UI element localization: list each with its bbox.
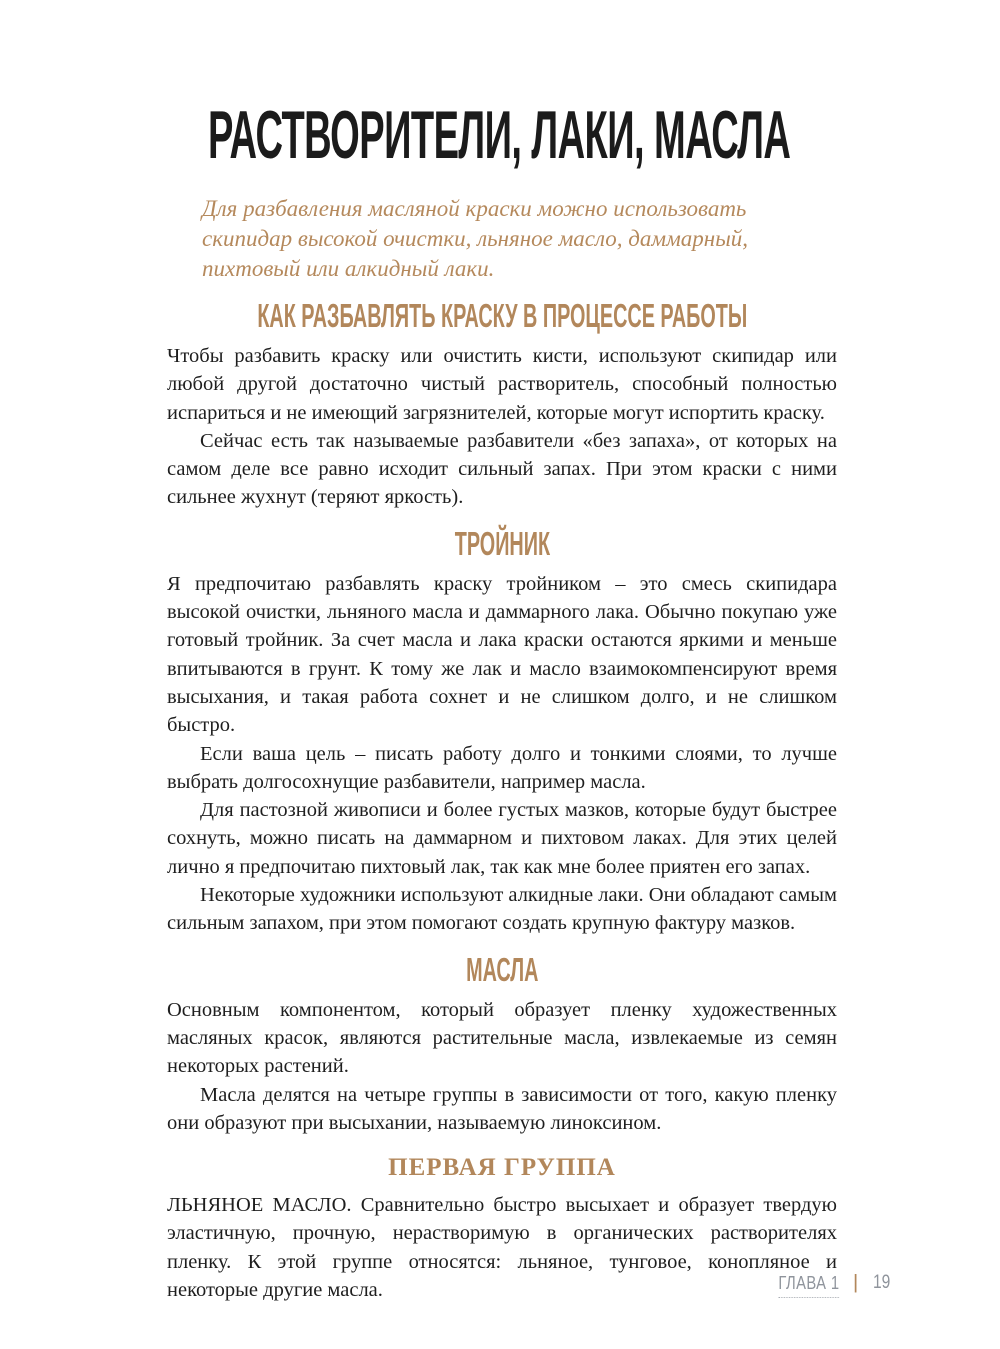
- subsection-heading-first-group: ПЕРВАЯ ГРУППА: [388, 1154, 616, 1182]
- section-heading-wrap: [167, 952, 837, 988]
- page-footer: [765, 1272, 894, 1298]
- body-paragraph: Сейчас есть так называемые разбавители «без запаха», от которых на самом деле все равно исходит сильный запах. При этом краски с ними сильнее жухнут (теряют яркость).: [167, 429, 837, 509]
- page-content: [167, 0, 837, 1304]
- body-paragraph: Некоторые художники используют алкидные лаки. Они обладают самым сильным запахом, при этом помогают создать крупную фактуру мазков.: [167, 884, 837, 935]
- section-heading-troynik: ТРОЙНИК: [454, 524, 550, 562]
- section-heading-diluting: КАК РАЗБАВЛЯТЬ КРАСКУ В ПРОЦЕССЕ РАБОТЫ: [257, 297, 747, 334]
- lead-paragraph: Для разбавления масляной краски можно использовать скипидар высокой очистки, льняное масло, даммарный, пихтовый или алкидный лаки.: [202, 196, 749, 281]
- footer-page-number: 19: [872, 1272, 891, 1293]
- body-paragraph: Основным компонентом, который образует пленку художественных масляных красок, являются растительные масла, извлекаемые из семян некоторых растений.: [167, 998, 837, 1078]
- body-paragraph: Для пастозной живописи и более густых мазков, которые будут быстрее сохнуть, можно писать на даммарном и пихтовом лаках. Для этих целей лично я предпочитаю пихтовый лак, так как мне более приятен его запах.: [167, 799, 837, 878]
- body-paragraph: Чтобы разбавить краску или очистить кисти, используют скипидар или любой другой достаточно чистый растворитель, способный полностью испариться и не имеющий загрязнителей, которые могут испортить краску.: [167, 345, 837, 424]
- body-paragraph: Я предпочитаю разбавлять краску тройником – это смесь скипидара высокой очистки, льняного масла и даммарного лака. Обычно покупаю уже готовый тройник. За счет масла и лака краски остаются яркими и меньше впитываются в грунт. К тому же лак и масло взаимокомпенсируют время высыхания, и такая работа сохнет и не слишком долго, и не слишком быстро.: [167, 572, 837, 737]
- page-title-wrap: [208, 97, 837, 173]
- body-paragraph: ЛЬНЯНОЕ МАСЛО. Сравнительно быстро высыхает и образует твердую эластичную, прочную, нерастворимую в органических растворителях пленку. К этой группе относятся: льняное, тунговое, конопляное и некоторые другие масла.: [167, 1194, 837, 1302]
- section-heading-oils: МАСЛА: [465, 950, 539, 988]
- body-paragraph: Масла делятся на четыре группы в зависимости от того, какую пленку они образуют при высыхании, называемую линоксином.: [167, 1083, 837, 1134]
- footer-separator: |: [853, 1272, 858, 1293]
- section-heading-wrap: [167, 526, 837, 562]
- body-paragraph: Если ваша цель – писать работу долго и тонкими слоями, то лучше выбрать долгосохнущие разбавители, например масла.: [167, 742, 837, 793]
- footer-chapter-label: ГЛАВА 1: [778, 1273, 839, 1298]
- page-title: РАСТВОРИТЕЛИ, ЛАКИ, МАСЛА: [208, 97, 791, 173]
- section-heading-wrap: [167, 298, 837, 334]
